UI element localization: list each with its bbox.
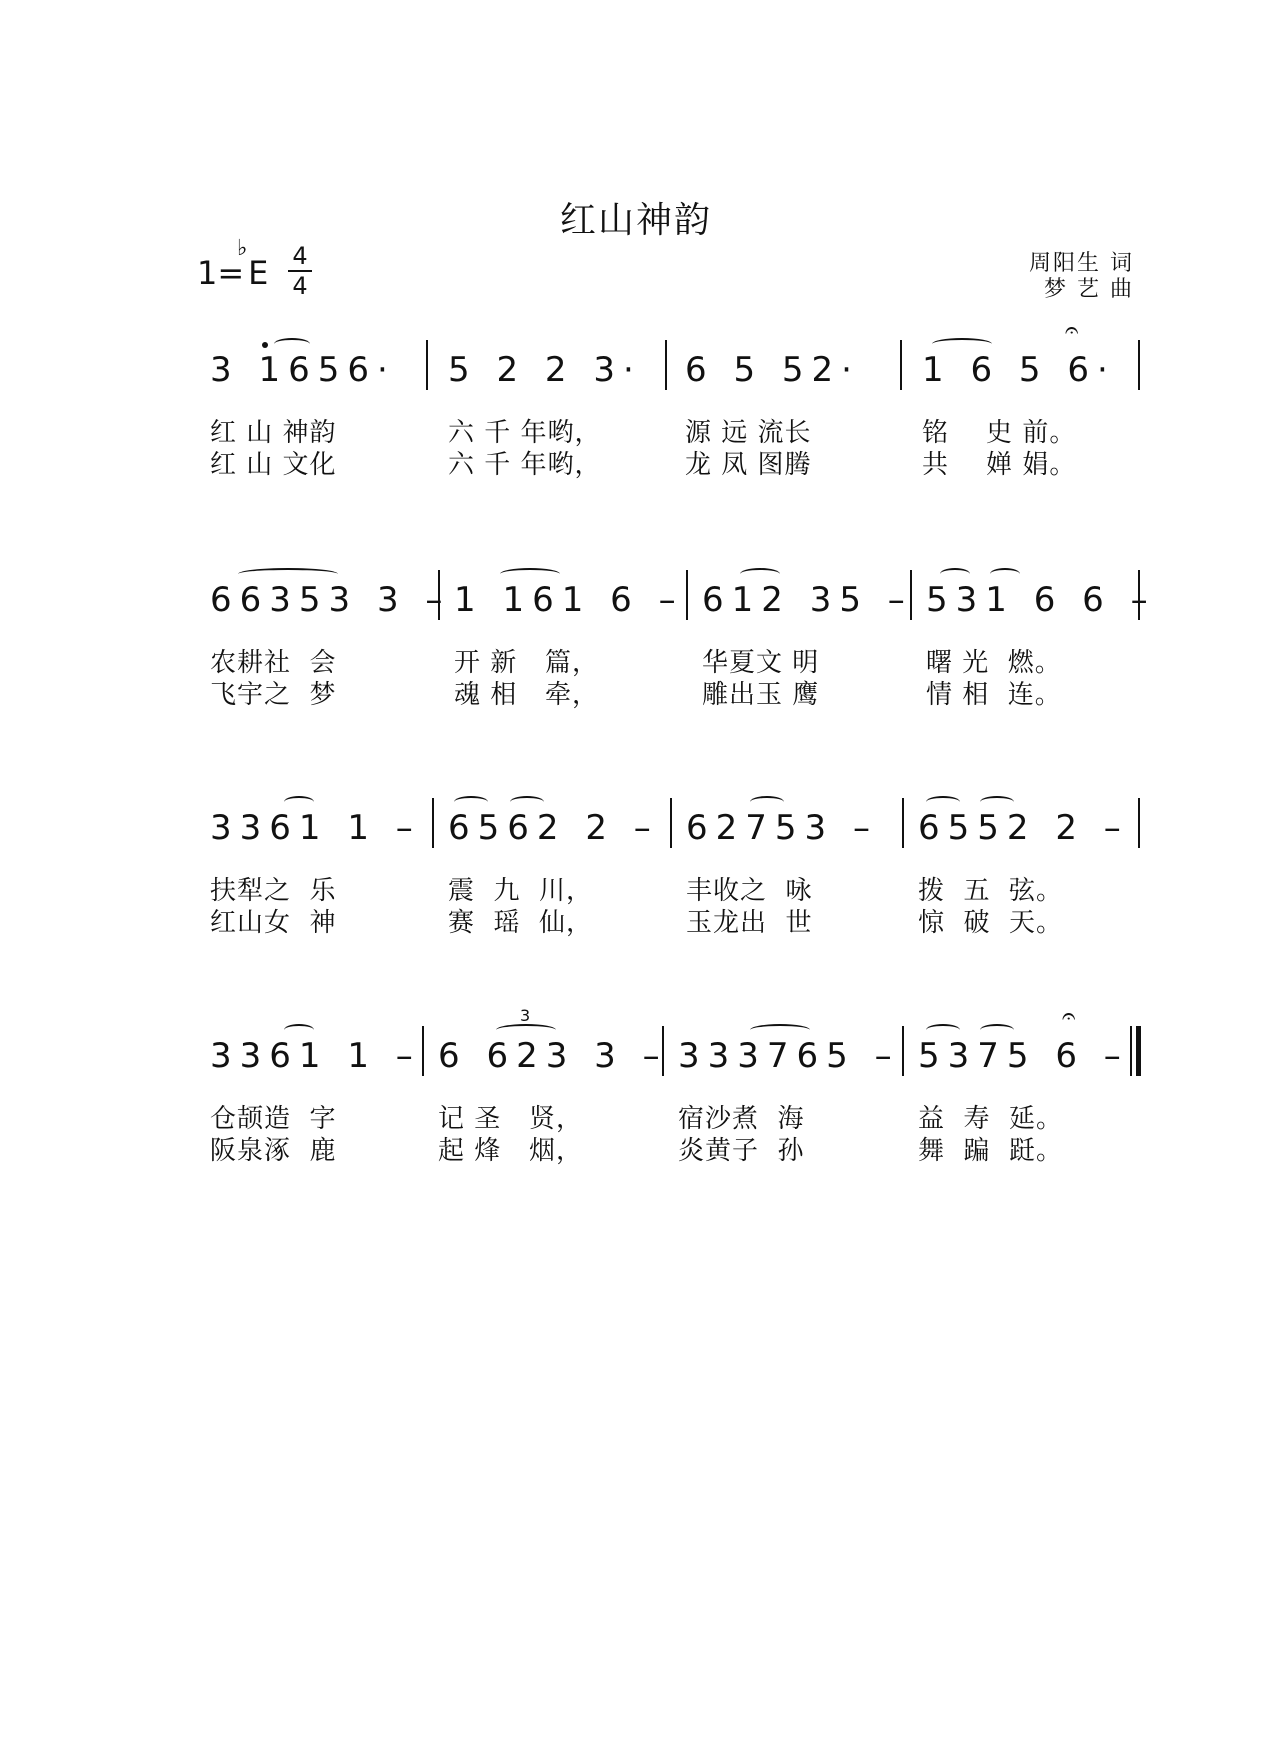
key-prefix: 1= [197, 254, 245, 292]
lyric: 惊 破 天。 [918, 908, 1064, 938]
lyric-line-2 [210, 674, 1140, 710]
key-letter: E [248, 254, 269, 292]
lyric: 震 九 川， [448, 876, 594, 906]
lyric: 赛 瑶 仙， [448, 908, 594, 938]
lyric-line-1 [210, 1098, 1140, 1134]
measure: 5375 6 – [918, 1036, 1129, 1076]
notes-line [210, 1002, 1140, 1088]
fermata-icon: 𝄐 [1065, 316, 1079, 344]
lyric: 六 千 年哟， [448, 450, 602, 480]
measure: 6 623 3 – [438, 1036, 668, 1076]
lyric: 扶犁之 乐 [210, 876, 337, 906]
lyric: 拨 五 弦。 [918, 876, 1064, 906]
lyric: 红山女 神 [210, 908, 337, 938]
lyric: 情 相 连。 [926, 680, 1062, 710]
measure: 333765 – [678, 1036, 900, 1076]
lyric: 铭 史 前。 [922, 418, 1077, 448]
lyric: 龙 凤 图腾 [685, 450, 812, 480]
measure: 3361 1 – [210, 808, 421, 848]
lyric: 红 山 文化 [210, 450, 337, 480]
lyric: 曙 光 燃。 [926, 648, 1062, 678]
measure: 612 35 – [702, 580, 913, 620]
lyric: 玉龙出 世 [686, 908, 813, 938]
lyric: 仓颉造 字 [210, 1104, 337, 1134]
time-denominator: 4 [292, 272, 308, 300]
measure: 6562 2 – [448, 808, 659, 848]
lyric: 飞宇之 梦 [210, 680, 337, 710]
lyric: 华夏文 明 [702, 648, 820, 678]
lyric: 益 寿 延。 [918, 1104, 1064, 1134]
measure: 1 6 5 6· [922, 350, 1116, 390]
measure: 6 5 52· [685, 350, 860, 390]
lyric: 炎黄子 孙 [678, 1136, 805, 1166]
lyric: 舞 蹁 跹。 [918, 1136, 1064, 1166]
lyric: 魂 相 牵， [454, 680, 600, 710]
lyric: 宿沙煮 海 [678, 1104, 805, 1134]
measure: 3 1656· [210, 350, 396, 390]
lyric-line-2 [210, 444, 1140, 480]
measure: 3361 1 – [210, 1036, 421, 1076]
song-title: 红山神韵 [559, 200, 712, 241]
lyricist-credit: 周阳生 词 [1029, 251, 1134, 276]
lyric-line-2 [210, 1130, 1140, 1166]
notes-line [210, 316, 1140, 402]
flat-sign: ♭ [237, 236, 248, 261]
lyric: 红 山 神韵 [210, 418, 337, 448]
measure: 1 161 6 – [454, 580, 684, 620]
lyric: 阪泉涿 鹿 [210, 1136, 337, 1166]
triplet-mark: 3 [520, 1006, 531, 1025]
measure: 531 6 6 – [926, 580, 1156, 620]
time-signature [288, 244, 312, 298]
lyric: 开 新 篇， [454, 648, 600, 678]
measure: 66353 3 – [210, 580, 451, 620]
lyric-line-1 [210, 642, 1140, 678]
lyric-line-2 [210, 902, 1140, 938]
measure: 6552 2 – [918, 808, 1129, 848]
fermata-icon: 𝄐 [1062, 1002, 1076, 1030]
lyric: 共 婵 娟。 [922, 450, 1077, 480]
lyric: 丰收之 咏 [686, 876, 813, 906]
notes-line [210, 580, 1156, 632]
measure: 62753 – [686, 808, 878, 848]
measure: 5 2 2 3· [448, 350, 642, 390]
lyric: 记 圣 贤， [438, 1104, 584, 1134]
lyric-line-1 [210, 870, 1140, 906]
lyric: 雕出玉 鹰 [702, 680, 820, 710]
lyric: 六 千 年哟， [448, 418, 602, 448]
composer-credit: 梦 艺 曲 [1044, 277, 1134, 302]
lyric: 农耕社 会 [210, 648, 337, 678]
notes-line [210, 808, 1140, 860]
lyric-line-1 [210, 412, 1140, 448]
time-numerator: 4 [292, 242, 308, 270]
lyric: 源 远 流长 [685, 418, 812, 448]
lyric: 起 烽 烟， [438, 1136, 584, 1166]
key-signature [197, 236, 269, 292]
